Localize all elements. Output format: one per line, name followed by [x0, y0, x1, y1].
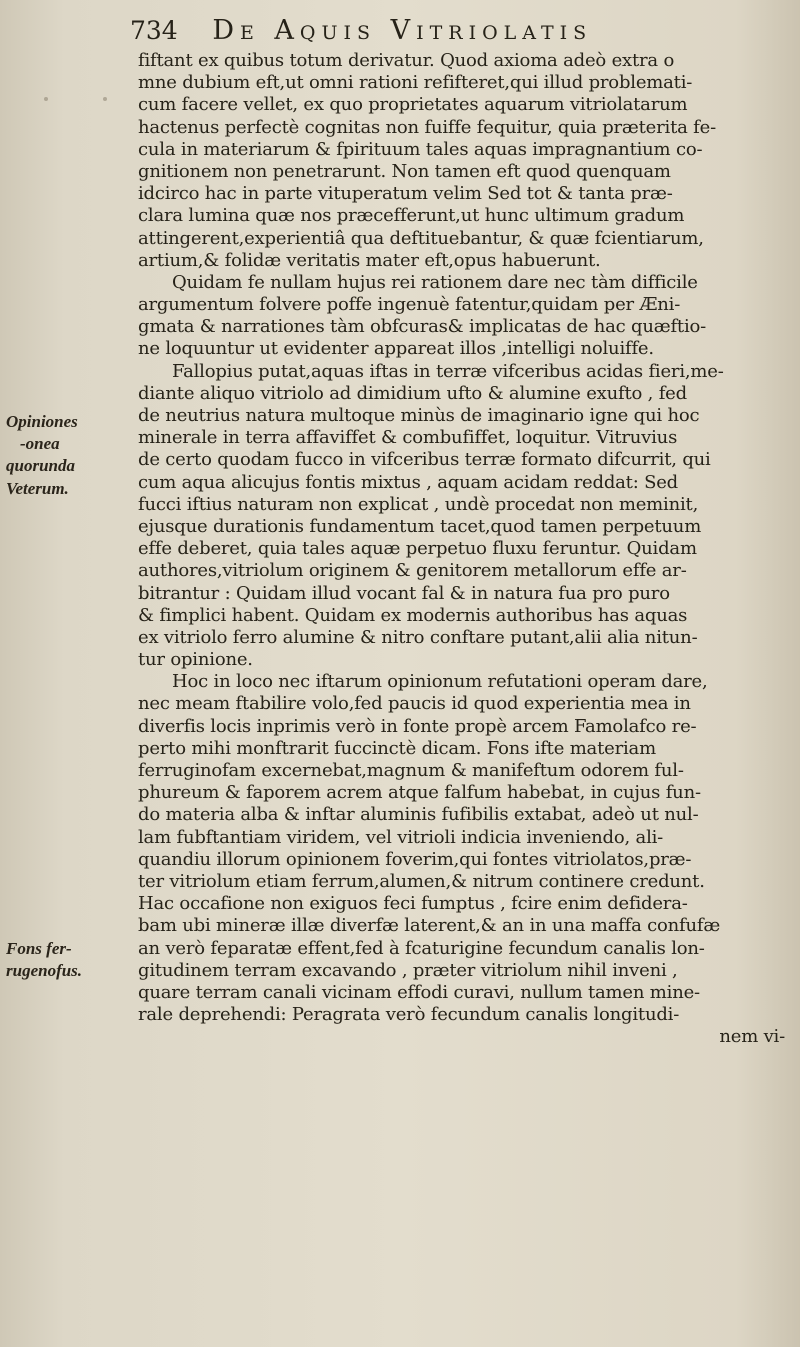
- text-line: de certo quodam fucco in vifceribus terræ formato difcurrit, qui: [138, 449, 711, 471]
- paragraph-start-line: Quidam fe nullam hujus rei rationem dare nec tàm difficile: [172, 271, 698, 293]
- text-line: phureum & faporem acrem atque falfum habebat, in cujus fun-: [138, 782, 701, 804]
- margin-note-opinions: [6, 411, 136, 500]
- text-line: hactenus perfectè cognitas non fuiffe fequitur, quia præterita fe-: [138, 116, 716, 138]
- margin-note-line: Veterum.: [6, 478, 69, 498]
- text-line: bitrantur : Quidam illud vocant fal & in natura fua pro puro: [138, 582, 670, 604]
- margin-note-fons: [6, 938, 136, 982]
- text-line: lam fubftantiam viridem, vel vitrioli indicia inveniendo, ali-: [138, 826, 664, 848]
- margin-note-line: rugenofus.: [6, 961, 83, 981]
- running-header: [130, 14, 670, 48]
- text-line: perto mihi monftrarit fuccinctè dicam. Fons ifte materiam: [138, 737, 656, 759]
- text-line: gitudinem terram excavando , præter vitriolum nihil inveni ,: [138, 959, 678, 981]
- page-number: 734: [130, 16, 178, 45]
- text-line: gnitionem non penetrarunt. Non tamen eft quod quenquam: [138, 160, 671, 182]
- text-line: tur opinione.: [138, 649, 253, 671]
- text-line: effe deberet, quia tales aquæ perpetuo fluxu feruntur. Quidam: [138, 538, 697, 560]
- catchword-line: nem vi-: [719, 1026, 785, 1048]
- text-line: minerale in terra affaviffet & combufiffet, loquitur. Vitruvius: [138, 427, 678, 449]
- margin-note-line: Opiniones: [6, 412, 78, 431]
- text-line: idcirco hac in parte vituperatum velim Sed tot & tanta præ-: [138, 183, 673, 205]
- text-line: artium,& folidæ veritatis mater eft,opus habuerunt.: [138, 249, 601, 271]
- text-line: bam ubi mineræ illæ diverfæ laterent,& an in una maffa confufæ: [138, 915, 721, 937]
- text-line: quandiu illorum opinionem foverim,qui fontes vitriolatos,præ-: [138, 848, 692, 870]
- text-line: argumentum folvere poffe ingenuè fatentur,quidam per Æni-: [138, 294, 681, 316]
- text-line: ferruginofam excernebat,magnum & manifeftum odorem ful-: [138, 760, 684, 781]
- text-line: an verò feparatæ effent,fed à fcaturigine fecundum canalis lon-: [138, 937, 705, 959]
- text-line: rale deprehendi: Peragrata verò fecundum canalis longitudi-: [138, 1004, 680, 1026]
- text-line: cum aqua alicujus fontis mixtus , aquam acidam reddat: Sed: [138, 471, 679, 493]
- text-line: fiftant ex quibus totum derivatur. Quod axioma adeò extra o: [138, 50, 675, 71]
- text-line: quare terram canali vicinam effodi curavi, nullum tamen mine-: [138, 981, 700, 1003]
- text-line: cula in materiarum & fpirituum tales aquas impragnantium co-: [138, 138, 703, 160]
- text-line: fucci iftius naturam non explicat , undè procedat non meminit,: [138, 493, 699, 515]
- running-title: De Aquis Vitriolatis: [212, 15, 593, 46]
- text-line: cum facere vellet, ex quo proprietates aquarum vitriolatarum: [138, 94, 688, 116]
- margin-note-line: quorunda: [6, 456, 75, 476]
- text-line: mne dubium eft,ut omni rationi refifteret,qui illud problemati-: [138, 72, 693, 94]
- text-line: authores,vitriolum originem & genitorem metallorum effe ar-: [138, 560, 687, 582]
- text-line: ex vitriolo ferro alumine & nitro conftare putant,alii alia nitun-: [138, 626, 698, 648]
- text-line: do materia alba & inftar aluminis fufibilis extabat, adeò ut nul-: [138, 804, 699, 826]
- text-line: ne loquuntur ut evidenter appareat illos ,intelligi noluiffe.: [138, 338, 654, 360]
- ink-speck: [44, 97, 48, 101]
- text-line: & fimplici habent. Quidam ex modernis authoribus has aquas: [138, 604, 688, 626]
- text-line: clara lumina quæ nos præcefferunt,ut hunc ultimum gradum: [138, 205, 685, 227]
- text-line: ejusque durationis fundamentum tacet,quod tamen perpetuum: [138, 515, 702, 537]
- ink-speck: [103, 97, 107, 101]
- text-line: ter vitriolum etiam ferrum,alumen,& nitrum continere credunt.: [138, 870, 705, 892]
- margin-note-line: Fons fer-: [6, 939, 72, 958]
- text-line: diverfis locis inprimis verò in fonte propè arcem Famolafco re-: [138, 715, 697, 737]
- paragraph-start-line: Fallopius putat,aquas iftas in terræ vifceribus acidas fieri,me-: [172, 360, 724, 382]
- text-line: gmata & narrationes tàm obfcuras& implicatas de hac quæftio-: [138, 316, 707, 338]
- margin-note-line: -onea: [20, 434, 60, 454]
- text-line: Hac occafione non exiguos feci fumptus , fcire enim defidera-: [138, 893, 688, 915]
- body-text: [138, 50, 793, 1048]
- text-line: nec meam ftabilire volo,fed paucis id quod experientia mea in: [138, 693, 691, 715]
- text-line: attingerent,experientiâ qua deftituebantur, & quæ fcientiarum,: [138, 227, 704, 249]
- text-line: de neutrius natura multoque minùs de imaginario igne qui hoc: [138, 405, 700, 426]
- text-line: diante aliquo vitriolo ad dimidium ufto & alumine exufto , fed: [138, 382, 687, 404]
- paragraph-start-line: Hoc in loco nec iftarum opinionum refutationi operam dare,: [172, 671, 708, 693]
